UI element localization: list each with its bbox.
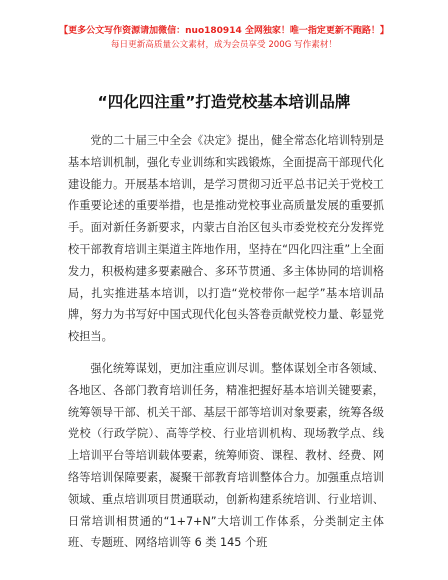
promo-banner-line-1: 【更多公文写作资源请加微信：nuo180914 全网独家！唯一指定更新不跑路！】 [59, 26, 389, 36]
body-paragraph-2: 强化统筹谋划，更加注重应训尽训。整体谋划全市各领域、各地区、各部门教育培训任务，精准把握好基本培训关键要素，统筹领导干部、机关干部、基层干部等培训对象要素，统筹各级党校（行政学院）、高等学校、行业培训机构、现场教学点、线上培训平台等培训载体要素，统筹师资、课程、教材、经费、网络等培训保障要素，凝聚干部教育培训整体合力。加强重点培训领域、重点培训项目贯通联动，创新构建系统培训、行业培训、日常培训相贯通的“1+7+N”大培训工作体系，分类制定主体班、专题班、网络培训等 6 类 145 个班 [68, 361, 384, 550]
document-title: “四化四注重”打造党校基本培训品牌 [97, 93, 351, 111]
document-body [68, 130, 384, 554]
body-paragraph-1: 党的二十届三中全会《决定》提出，健全常态化培训特别是基本培训机制，强化专业训练和实践锻炼，全面提高干部现代化建设能力。开展基本培训，是学习贯彻习近平总书记关于党校工作重要论述的重要举措，也是推动党校事业高质量发展的重要抓手。面对新任务新要求，内蒙古自治区包头市委党校充分发挥党校干部教育培训主渠道主阵地作用，坚持在“四化四注重”上全面发力，积极构建多要素融合、多环节贯通、多主体协同的培训格局，扎实推进基本培训，以打造“党校带你一起学”基本培训品牌，努力为书写好中国式现代化包头答卷贡献党校力量、彰显党校担当。 [68, 134, 384, 344]
promo-banner-line-2: 每日更新高质量公文素材，成为会员享受 200G 写作素材！ [110, 40, 338, 50]
promo-banner [0, 24, 448, 52]
